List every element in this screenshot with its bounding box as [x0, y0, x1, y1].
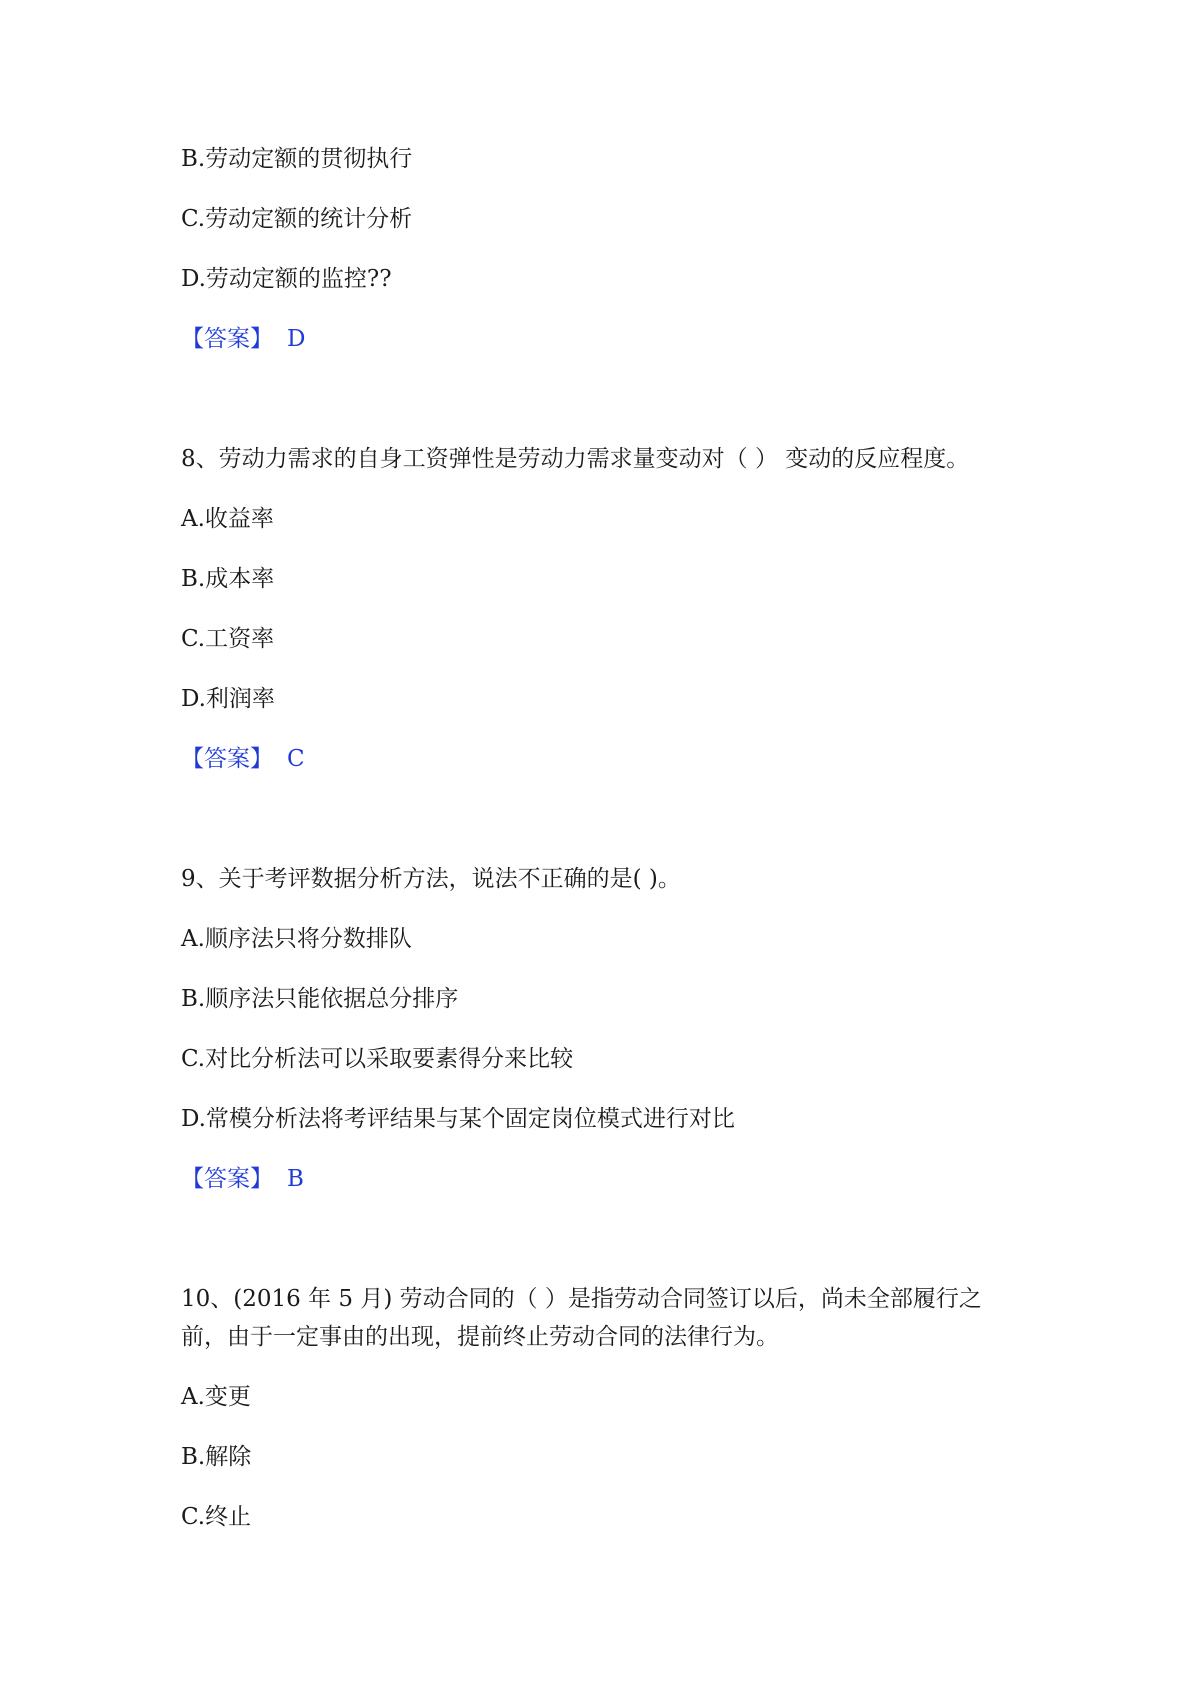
- q8-option-b: B.成本率: [181, 566, 275, 592]
- q8-option-d: D.利润率: [181, 686, 275, 712]
- q10-question-line2: 前，由于一定事由的出现，提前终止劳动合同的法律行为。: [181, 1324, 779, 1350]
- q8-question: 8、劳动力需求的自身工资弹性是劳动力需求量变动对（ ） 变动的反应程度。: [181, 446, 970, 472]
- q7-option-b: B.劳动定额的贯彻执行: [181, 146, 413, 172]
- answer-value: B: [287, 1166, 304, 1192]
- answer-label: 【答案】: [181, 746, 273, 772]
- answer-value: C: [287, 746, 305, 772]
- q7-answer: [181, 324, 305, 354]
- q9-answer: [181, 1164, 304, 1194]
- q7-option-d: D.劳动定额的监控??: [181, 266, 392, 292]
- q10-option-c: C.终止: [181, 1504, 252, 1530]
- answer-value: D: [287, 326, 306, 352]
- q8-answer: [181, 744, 305, 774]
- q10-option-b: B.解除: [181, 1444, 252, 1470]
- q9-option-a: A.顺序法只将分数排队: [181, 926, 412, 952]
- q10-question-line1: 10、(2016 年 5 月) 劳动合同的（ ）是指劳动合同签订以后，尚未全部履行之: [181, 1286, 982, 1312]
- q9-question: 9、关于考评数据分析方法，说法不正确的是( )。: [181, 866, 681, 892]
- answer-label: 【答案】: [181, 326, 273, 352]
- q8-option-c: C.工资率: [181, 626, 275, 652]
- answer-label: 【答案】: [181, 1166, 273, 1192]
- q7-option-c: C.劳动定额的统计分析: [181, 206, 413, 232]
- q9-option-c: C.对比分析法可以采取要素得分来比较: [181, 1046, 574, 1072]
- q10-option-a: A.变更: [181, 1384, 251, 1410]
- q9-option-d: D.常模分析法将考评结果与某个固定岗位模式进行对比: [181, 1106, 735, 1132]
- q9-option-b: B.顺序法只能依据总分排序: [181, 986, 459, 1012]
- q8-option-a: A.收益率: [181, 506, 274, 532]
